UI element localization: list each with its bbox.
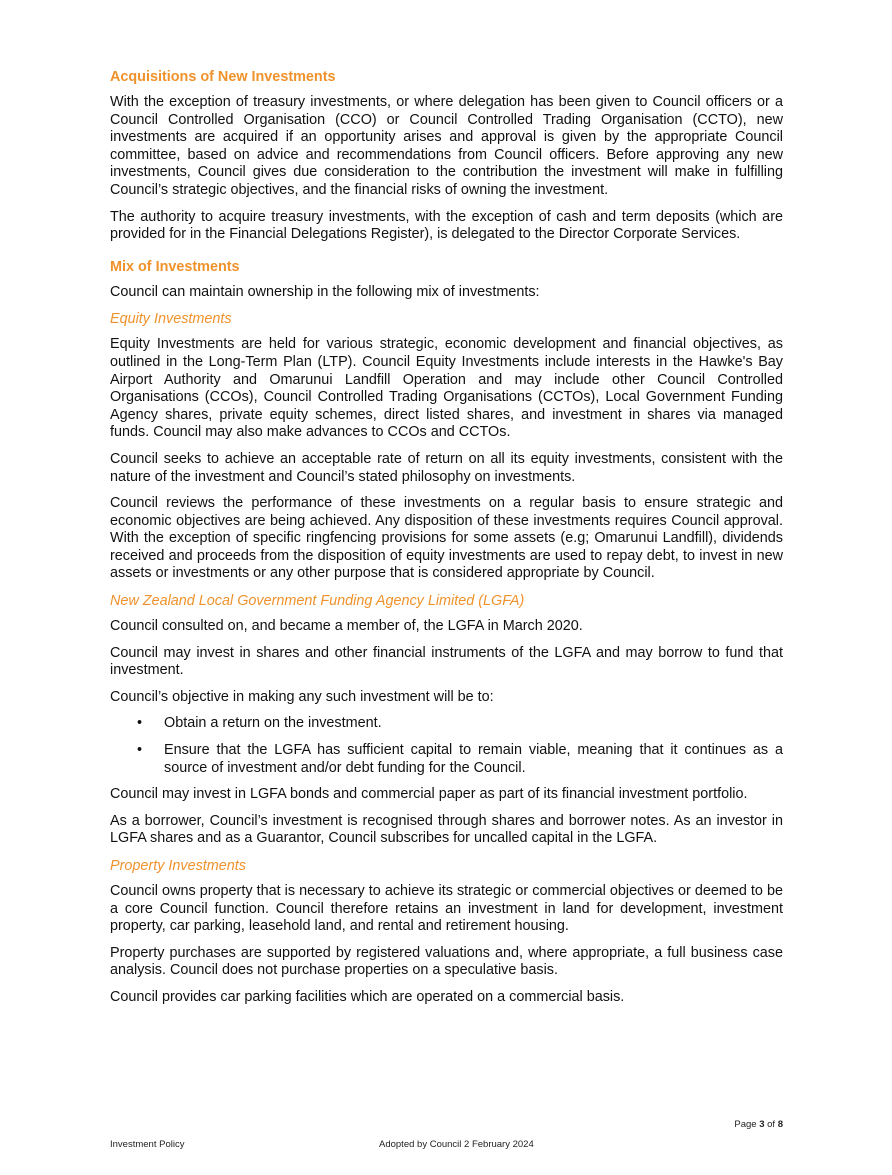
section-lgfa [110, 592, 783, 848]
list-item [110, 742, 783, 777]
list-item-text: Obtain a return on the investment. [164, 715, 382, 732]
objectives-list [110, 715, 783, 777]
section-acquisitions [110, 68, 783, 244]
paragraph: Property purchases are supported by registered valuations and, where appropriate, a full business case analysis. Council does not purchase properties on a speculative basis. [110, 944, 783, 979]
heading-acquisitions: Acquisitions of New Investments [110, 69, 336, 85]
paragraph: As a borrower, Council’s investment is recognised through shares and borrower notes. As an investor in LGFA shares and as a Guarantor, Council subscribes for uncalled capital in the LGFA. [110, 812, 783, 847]
document-page [110, 68, 783, 1016]
page-word: Page [734, 1119, 757, 1130]
subheading-lgfa: New Zealand Local Government Funding Agency Limited (LGFA) [110, 593, 525, 610]
footer-doc-title: Investment Policy [110, 1139, 185, 1150]
list-item-text: Ensure that the LGFA has sufficient capital to remain viable, meaning that it continues as a source of investment and/or debt funding for the Council. [164, 742, 783, 776]
bullet-icon: • [137, 715, 143, 732]
list-item [110, 715, 783, 733]
paragraph: Council may invest in shares and other financial instruments of the LGFA and may borrow to fund that investment. [110, 644, 783, 679]
section-equity [110, 310, 783, 583]
paragraph: Council provides car parking facilities which are operated on a commercial basis. [110, 988, 625, 1005]
paragraph: Council reviews the performance of these investments on a regular basis to ensure strategic and economic objectives are being achieved. Any disposition of these investments requires Council approval. With the exception of specific ringfencing provisions for some assets (e.g; Omarunui Landfill), dividends received and proceeds from the disposition of equity investments are used to repay debt, to invest in new assets or investments or any other purpose that is considered appropriate by Council. [110, 495, 783, 582]
paragraph: Council consulted on, and became a member of, the LGFA in March 2020. [110, 618, 583, 635]
paragraph: Council may invest in LGFA bonds and commercial paper as part of its financial investment portfolio. [110, 786, 748, 803]
paragraph: The authority to acquire treasury investments, with the exception of cash and term deposits (which are provided for in the Financial Delegations Register), is delegated to the Director Corporate Services. [110, 208, 783, 243]
bullet-icon: • [137, 742, 143, 759]
paragraph: Council’s objective in making any such investment will be to: [110, 688, 494, 705]
of-word: of [767, 1119, 776, 1130]
section-property [110, 857, 783, 1007]
paragraph: Equity Investments are held for various strategic, economic development and financial objectives, as outlined in the Long-Term Plan (LTP). Council Equity Investments include interests in the Hawke's Bay Airport Authority and Omarunui Landfill Operation and may include other Council Controlled Organisations (CCOs), Council Controlled Trading Organisations (CCTOs), Local Government Funding Agency shares, private equity schemes, direct listed shares, and investment in shares via managed funds. Council may also make advances to CCOs and CCTOs. [110, 336, 783, 441]
section-mix [110, 258, 783, 302]
page-current: 3 [759, 1119, 765, 1130]
paragraph: Council owns property that is necessary to achieve its strategic or commercial objectives or deemed to be a core Council function. Council therefore retains an investment in land for development, investment property, car parking, leasehold land, and rental and retirement housing. [110, 883, 783, 935]
subheading-property: Property Investments [110, 858, 246, 874]
paragraph: With the exception of treasury investments, or where delegation has been given to Council officers or a Council Controlled Organisation (CCO) or Council Controlled Trading Organisation (CCTO), new investments are acquired if an opportunity arises and approval is given by the appropriate Council committee, based on advice and recommendations from Council officers. Before approving any new investments, Council gives due consideration to the contribution the investment will make in fulfilling Council’s strategic objectives, and the financial risks of owning the investment. [110, 94, 783, 198]
paragraph: Council seeks to achieve an acceptable rate of return on all its equity investments, consistent with the nature of the investment and Council’s stated philosophy on investments. [110, 450, 783, 485]
paragraph: Council can maintain ownership in the following mix of investments: [110, 283, 540, 300]
footer-adopted: Adopted by Council 2 February 2024 [379, 1139, 534, 1150]
heading-mix: Mix of Investments [110, 258, 240, 275]
page-total: 8 [777, 1119, 783, 1130]
subheading-equity: Equity Investments [110, 311, 232, 328]
page-number [734, 1119, 783, 1130]
